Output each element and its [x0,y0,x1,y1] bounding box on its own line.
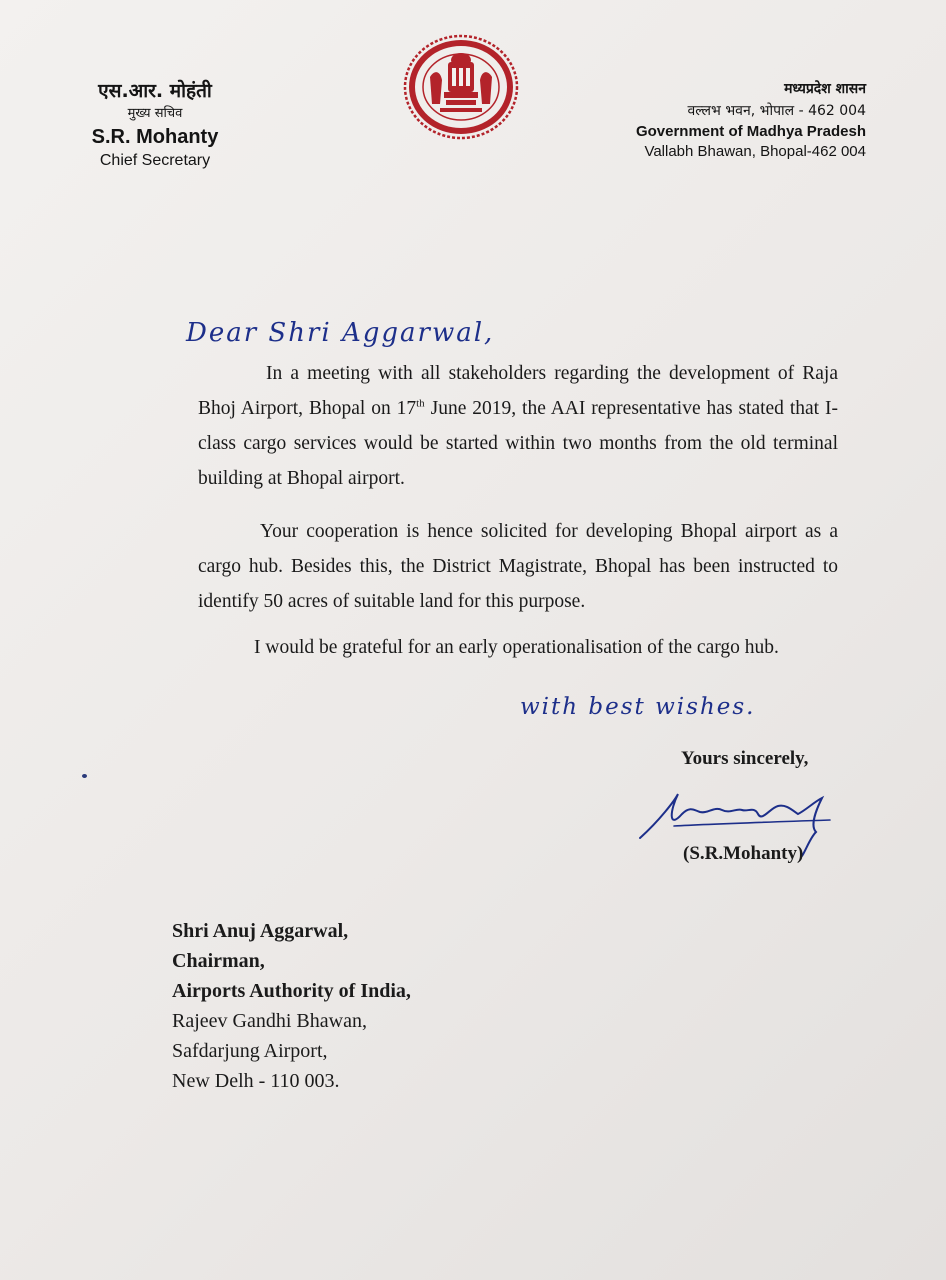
salutation: Dear Shri Aggarwal, [186,318,495,348]
paragraph-1: In a meeting with all stakeholders regarding the development of Raja Bhoj Airport, Bhopal on 17th June 2019, the AAI representative has stated that I-class cargo services would be started within two months from the old terminal building at Bhopal airport. [198,363,838,489]
sender-designation: Chief Secretary [99,152,211,169]
closing: Yours sincerely, [681,748,809,769]
recipient-name: Shri Anuj Aggarwal, [172,920,349,942]
government-name: Government of Madhya Pradesh [635,123,866,140]
recipient-title: Chairman, [172,950,265,972]
paragraph-2: Your cooperation is hence solicited for developing Bhopal airport as a cargo hub. Besides this, the District Magistrate, Bhopal has been instructed to identify 50 acres of suitable land for this purpose. [198,521,838,612]
recipient-address-line-3: New Delh - 110 003. [172,1070,340,1092]
recipient-address [172,916,411,1096]
address-hindi: वल्लभ भवन, भोपाल - 462 004 [687,103,866,119]
sender-designation-hindi: मुख्य सचिव [127,106,183,121]
sender-block [60,78,250,172]
recipient-address-line-2: Safdarjung Airport, [172,1040,328,1062]
paragraph-3: I would be grateful for an early operationalisation of the cargo hub. [254,637,779,658]
government-address: Vallabh Bhawan, Bhopal-462 004 [644,143,866,160]
recipient-organization: Airports Authority of India, [172,980,411,1002]
recipient-address-line-1: Rajeev Gandhi Bhawan, [172,1010,367,1032]
signatory-name: (S.R.Mohanty) [683,843,804,864]
government-hindi: मध्यप्रदेश शासन [784,81,866,97]
state-emblem-icon [400,32,522,142]
ink-speck [82,774,87,778]
government-block [566,78,866,162]
sender-name: S.R. Mohanty [91,126,219,148]
handwritten-closing: with best wishes. [520,694,756,720]
sender-name-hindi: एस.आर. मोहंती [98,80,212,102]
